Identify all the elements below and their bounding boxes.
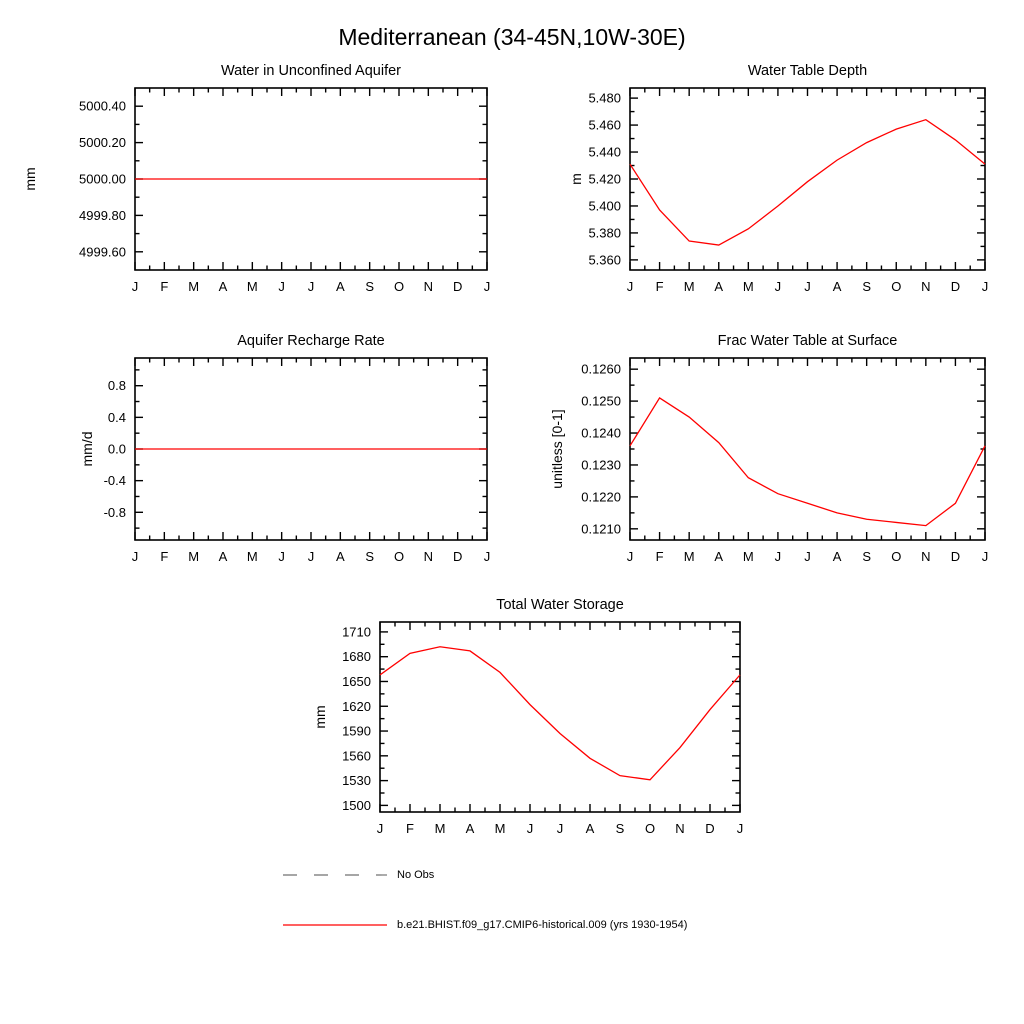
x-tick-label: S <box>615 821 625 836</box>
y-tick-label: 5.480 <box>588 90 621 106</box>
y-tick-label: 5000.40 <box>79 98 126 114</box>
x-tick-label: O <box>393 279 405 294</box>
chart-aquifer-recharge-rate <box>0 322 520 584</box>
page-title: Mediterranean (34-45N,10W-30E) <box>338 24 686 50</box>
y-tick-label: 4999.80 <box>79 207 126 223</box>
y-tick-label: 1590 <box>342 723 371 739</box>
x-tick-label: A <box>714 549 724 564</box>
y-tick-label: 0.1240 <box>581 425 621 441</box>
y-tick-label: 1680 <box>342 649 371 665</box>
y-tick-label: 5000.20 <box>79 135 126 151</box>
y-tick-label: 5.360 <box>588 252 621 268</box>
x-tick-label: J <box>804 549 811 564</box>
no-obs-dashed-line-sample <box>283 868 387 882</box>
x-tick-label: N <box>921 549 931 564</box>
y-tick-label: 0.1260 <box>581 361 621 377</box>
y-tick-label: 1560 <box>342 748 371 764</box>
series-line <box>380 647 740 780</box>
model-run-label: b.e21.BHIST.f09_g17.CMIP6-historical.009 (yrs 1930-1954) <box>397 919 688 931</box>
y-tick-label: 5.420 <box>588 171 621 187</box>
x-tick-label: F <box>160 549 169 564</box>
x-tick-label: A <box>832 549 842 564</box>
y-tick-label: 1530 <box>342 773 371 789</box>
chart-water-in-unconfined-aquifer <box>0 52 520 314</box>
y-tick-label: 1620 <box>342 698 371 714</box>
y-tick-label: 5.460 <box>588 117 621 133</box>
x-tick-label: J <box>981 279 989 294</box>
y-tick-label: 0.1230 <box>581 457 621 473</box>
chart-title: Frac Water Table at Surface <box>717 333 898 349</box>
x-tick-label: J <box>804 279 811 294</box>
y-tick-label: 0.0 <box>107 441 126 457</box>
y-tick-label: 1500 <box>342 797 371 813</box>
x-tick-label: F <box>406 821 414 836</box>
x-tick-label: J <box>626 279 634 294</box>
x-tick-label: D <box>452 279 463 294</box>
y-tick-label: 0.4 <box>107 409 126 425</box>
x-tick-label: O <box>644 821 656 836</box>
y-tick-label: -0.8 <box>103 504 126 520</box>
y-tick-label: 1650 <box>342 673 371 689</box>
x-tick-label: J <box>131 549 139 564</box>
chart-title: Water in Unconfined Aquifer <box>220 63 402 79</box>
x-tick-label: M <box>246 279 258 294</box>
y-tick-label: 0.1220 <box>581 489 621 505</box>
x-tick-label: M <box>246 549 258 564</box>
y-axis-label: unitless [0-1] <box>549 409 565 489</box>
x-tick-label: D <box>950 549 961 564</box>
x-tick-label: J <box>278 279 285 294</box>
y-axis-label: m <box>568 173 584 185</box>
chart-total-water-storage <box>250 586 774 856</box>
x-tick-label: M <box>188 549 200 564</box>
no-obs-label: No Obs <box>397 869 435 881</box>
x-tick-label: A <box>335 279 345 294</box>
x-tick-label: J <box>376 821 384 836</box>
x-tick-label: J <box>307 279 315 294</box>
y-tick-label: 4999.60 <box>79 244 126 260</box>
plot-frame <box>380 622 740 812</box>
x-tick-label: D <box>452 549 463 564</box>
x-tick-label: N <box>675 821 685 836</box>
x-tick-label: J <box>774 549 782 564</box>
x-tick-label: J <box>736 821 744 836</box>
x-tick-label: S <box>862 279 872 294</box>
y-tick-label: 5.380 <box>588 225 621 241</box>
x-tick-label: N <box>423 279 434 294</box>
x-tick-label: D <box>950 279 961 294</box>
x-tick-label: S <box>862 549 872 564</box>
legend-entry-model <box>283 918 687 932</box>
y-tick-label: -0.4 <box>103 473 126 489</box>
y-tick-label: 0.8 <box>107 378 126 394</box>
chart-water-table-depth <box>540 52 1024 314</box>
x-tick-label: N <box>921 279 931 294</box>
y-tick-label: 5.440 <box>588 144 621 160</box>
x-tick-label: J <box>483 279 491 294</box>
x-tick-label: F <box>160 279 169 294</box>
x-tick-label: A <box>335 549 345 564</box>
x-tick-label: J <box>278 549 285 564</box>
x-tick-label: D <box>705 821 715 836</box>
x-tick-label: F <box>655 549 664 564</box>
plot-frame <box>630 88 985 270</box>
x-tick-label: M <box>742 549 754 564</box>
series-line <box>630 398 985 526</box>
y-axis-label: mm/d <box>79 431 95 467</box>
chart-frac-water-table-at-surface <box>540 322 1024 584</box>
x-tick-label: M <box>188 279 200 294</box>
x-tick-label: F <box>655 279 664 294</box>
y-tick-label: 0.1250 <box>581 393 621 409</box>
y-axis-label: mm <box>22 167 38 191</box>
x-tick-label: M <box>494 821 506 836</box>
chart-title: Total Water Storage <box>496 597 624 613</box>
x-tick-label: J <box>483 549 491 564</box>
x-tick-label: M <box>683 279 695 294</box>
legend-entry-no-obs <box>283 868 434 882</box>
x-tick-label: M <box>742 279 754 294</box>
x-tick-label: M <box>434 821 446 836</box>
y-tick-label: 5000.00 <box>79 171 126 187</box>
chart-title: Water Table Depth <box>747 63 868 79</box>
chart-title: Aquifer Recharge Rate <box>237 333 385 349</box>
x-tick-label: A <box>218 549 228 564</box>
plot-frame <box>630 358 985 540</box>
x-tick-label: O <box>891 549 902 564</box>
x-tick-label: A <box>714 279 724 294</box>
y-tick-label: 5.400 <box>588 198 621 214</box>
x-tick-label: J <box>526 821 534 836</box>
x-tick-label: J <box>774 279 782 294</box>
x-tick-label: J <box>131 279 139 294</box>
x-tick-label: N <box>423 549 434 564</box>
x-tick-label: J <box>556 821 564 836</box>
model-line-sample <box>283 918 387 932</box>
x-tick-label: J <box>626 549 634 564</box>
x-tick-label: J <box>307 549 315 564</box>
x-tick-label: S <box>365 549 375 564</box>
x-tick-label: M <box>683 549 695 564</box>
x-tick-label: O <box>393 549 405 564</box>
series-line <box>630 120 985 245</box>
x-tick-label: A <box>832 279 842 294</box>
y-tick-label: 0.1210 <box>581 521 621 537</box>
x-tick-label: A <box>465 821 475 836</box>
x-tick-label: S <box>365 279 375 294</box>
x-tick-label: A <box>585 821 595 836</box>
x-tick-label: J <box>981 549 989 564</box>
y-axis-label: mm <box>312 705 328 729</box>
x-tick-label: O <box>891 279 902 294</box>
y-tick-label: 1710 <box>342 624 371 640</box>
x-tick-label: A <box>218 279 228 294</box>
